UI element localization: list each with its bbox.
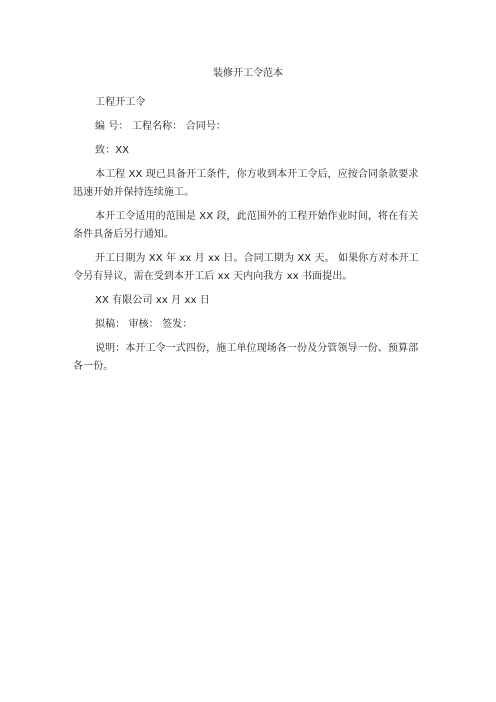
document-title: 装修开工令范本 bbox=[213, 68, 283, 79]
note-paragraph: 说明：本开工令一式四份，施工单位现场各一份及分管领导一份、预算部各一份。 bbox=[73, 343, 419, 372]
document-body bbox=[73, 94, 423, 382]
order-heading: 工程开工令 bbox=[95, 97, 146, 108]
paragraph-dates: 开工日期为 XX 年 xx 月 xx 日。合同工期为 XX 天。 如果你方对本开工令另有异议，需在受到本开工后 xx 天内向我方 xx 书面提出。 bbox=[73, 253, 419, 282]
paragraph-start-conditions: 本工程 XX 现已具备开工条件，你方收到本开工令后，应按合同条款要求迅速开始并保持连续施工。 bbox=[73, 169, 419, 198]
company-date-line: XX 有限公司 xx 月 xx 日 bbox=[95, 295, 210, 306]
fields-line: 编 号： 工程名称： 合同号： bbox=[95, 121, 227, 132]
recipient-line: 致：XX bbox=[95, 145, 130, 156]
signature-line: 拟稿： 审核： 签发： bbox=[95, 319, 193, 330]
paragraph-scope: 本开工令适用的范围是 XX 段，此范围外的工程开始作业时间，将在有关条件具备后另行通知。 bbox=[73, 211, 419, 240]
